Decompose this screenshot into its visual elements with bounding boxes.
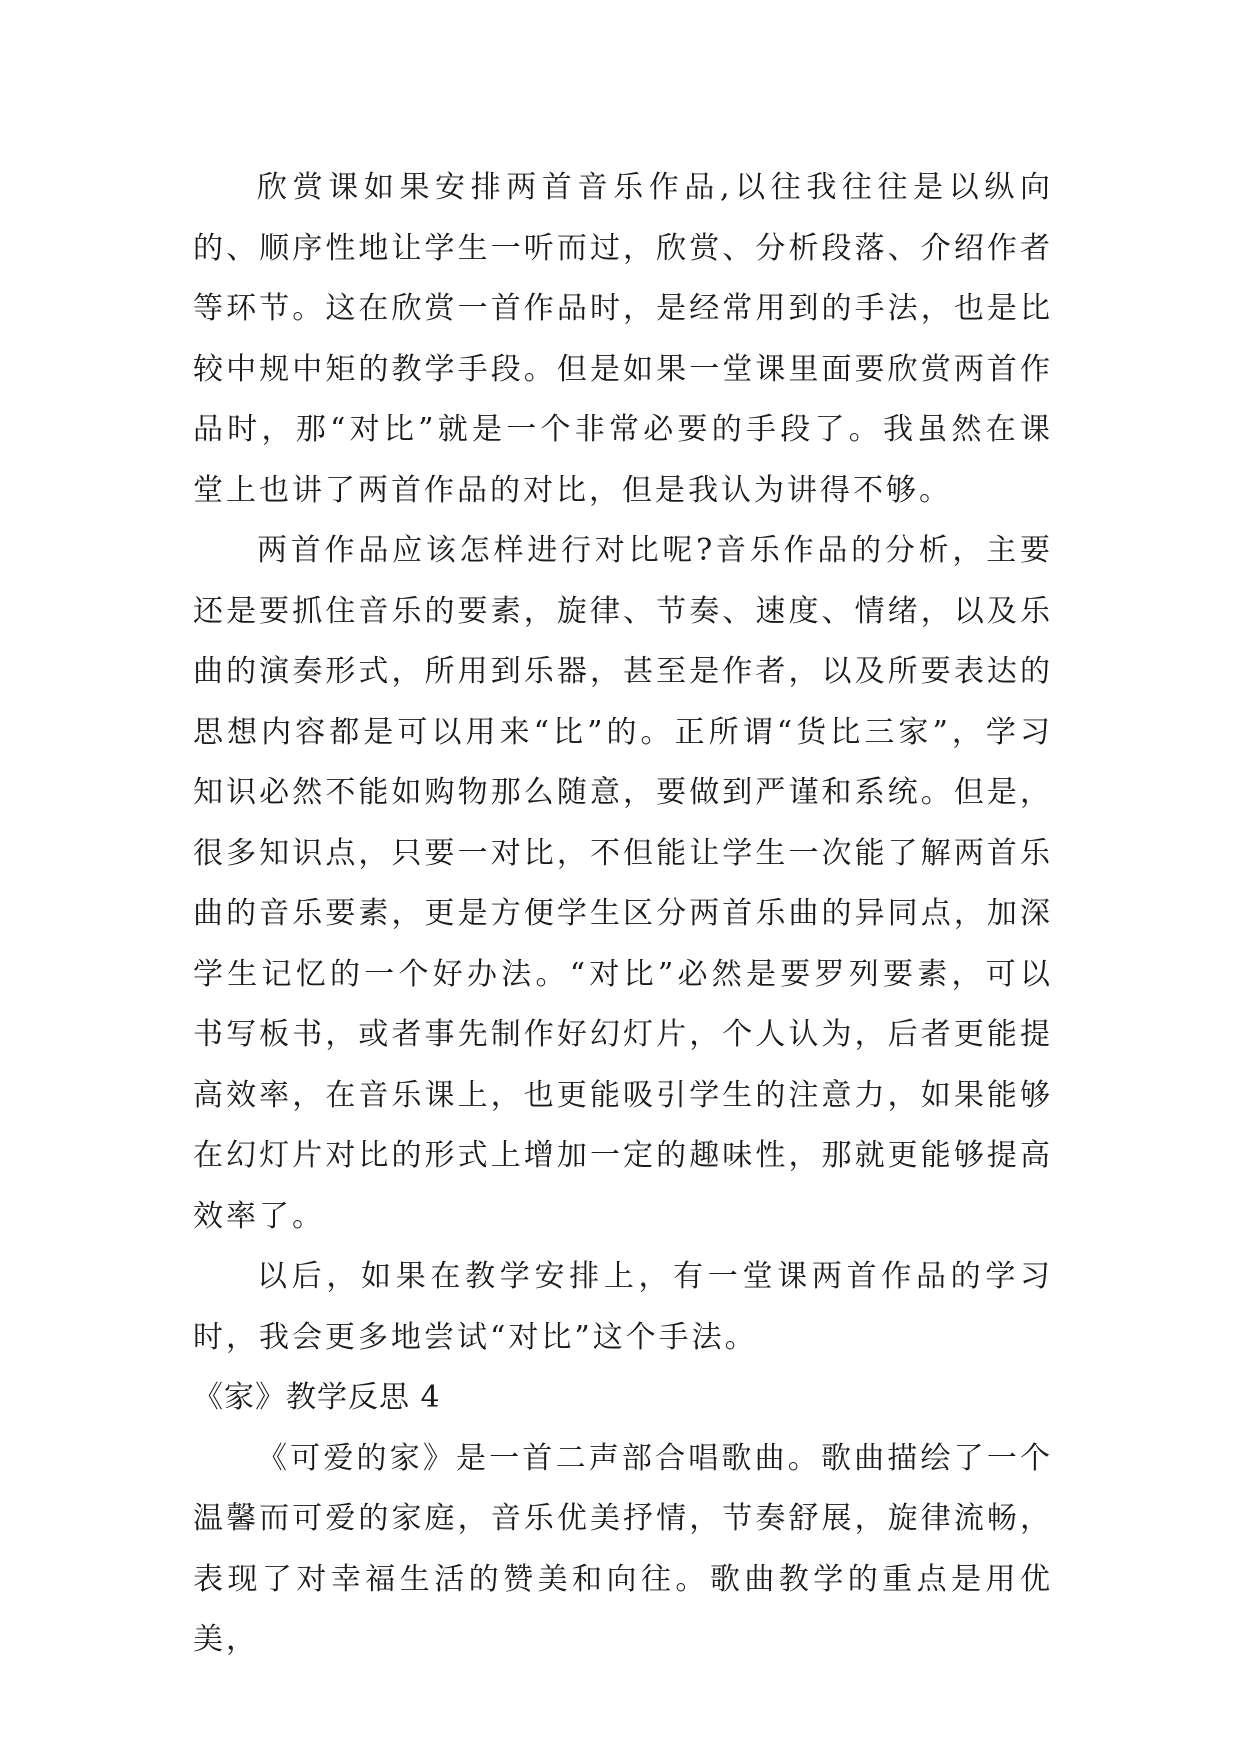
paragraph-future-plan: 以后，如果在教学安排上，有一堂课两首作品的学习时，我会更多地尝试“对比”这个手法。 (193, 1259, 1053, 1355)
paragraph-comparison-intro: 欣赏课如果安排两首音乐作品,以往我往往是以纵向的、顺序性地让学生一听而过，欣赏、分析段落、介绍作者等环节。这在欣赏一首作品时，是经常用到的手法，也是比较中规中矩的教学手段。但是如果一堂课里面要欣赏两首作品时，那“对比”就是一个非常必要的手段了。我虽然在课堂上也讲了两首作品的对比，但是我认为讲得不够。 (193, 170, 1053, 508)
paragraph-how-to-compare: 两首作品应该怎样进行对比呢?音乐作品的分析，主要还是要抓住音乐的要素，旋律、节奏、速度、情绪，以及乐曲的演奏形式，所用到乐器，甚至是作者，以及所要表达的思想内容都是可以用来“比”的。正所谓“货比三家”，学习知识必然不能如购物那么随意，要做到严谨和系统。但是，很多知识点，只要一对比，不但能让学生一次能了解两首乐曲的音乐要素，更是方便学生区分两首乐曲的异同点，加深学生记忆的一个好办法。“对比”必然是要罗列要素，可以书写板书，或者事先制作好幻灯片，个人认为，后者更能提高效率，在音乐课上，也更能吸引学生的注意力，如果能够在幻灯片对比的形式上增加一定的趣味性，那就更能够提高效率了。 (193, 533, 1053, 1234)
section-heading: 《家》教学反思 4 (193, 1380, 441, 1415)
document-body (193, 158, 1053, 1671)
paragraph-lovely-home: 《可爱的家》是一首二声部合唱歌曲。歌曲描绘了一个温馨而可爱的家庭，音乐优美抒情，节奏舒展，旋律流畅，表现了对幸福生活的赞美和向往。歌曲教学的重点是用优美， (193, 1440, 1053, 1657)
